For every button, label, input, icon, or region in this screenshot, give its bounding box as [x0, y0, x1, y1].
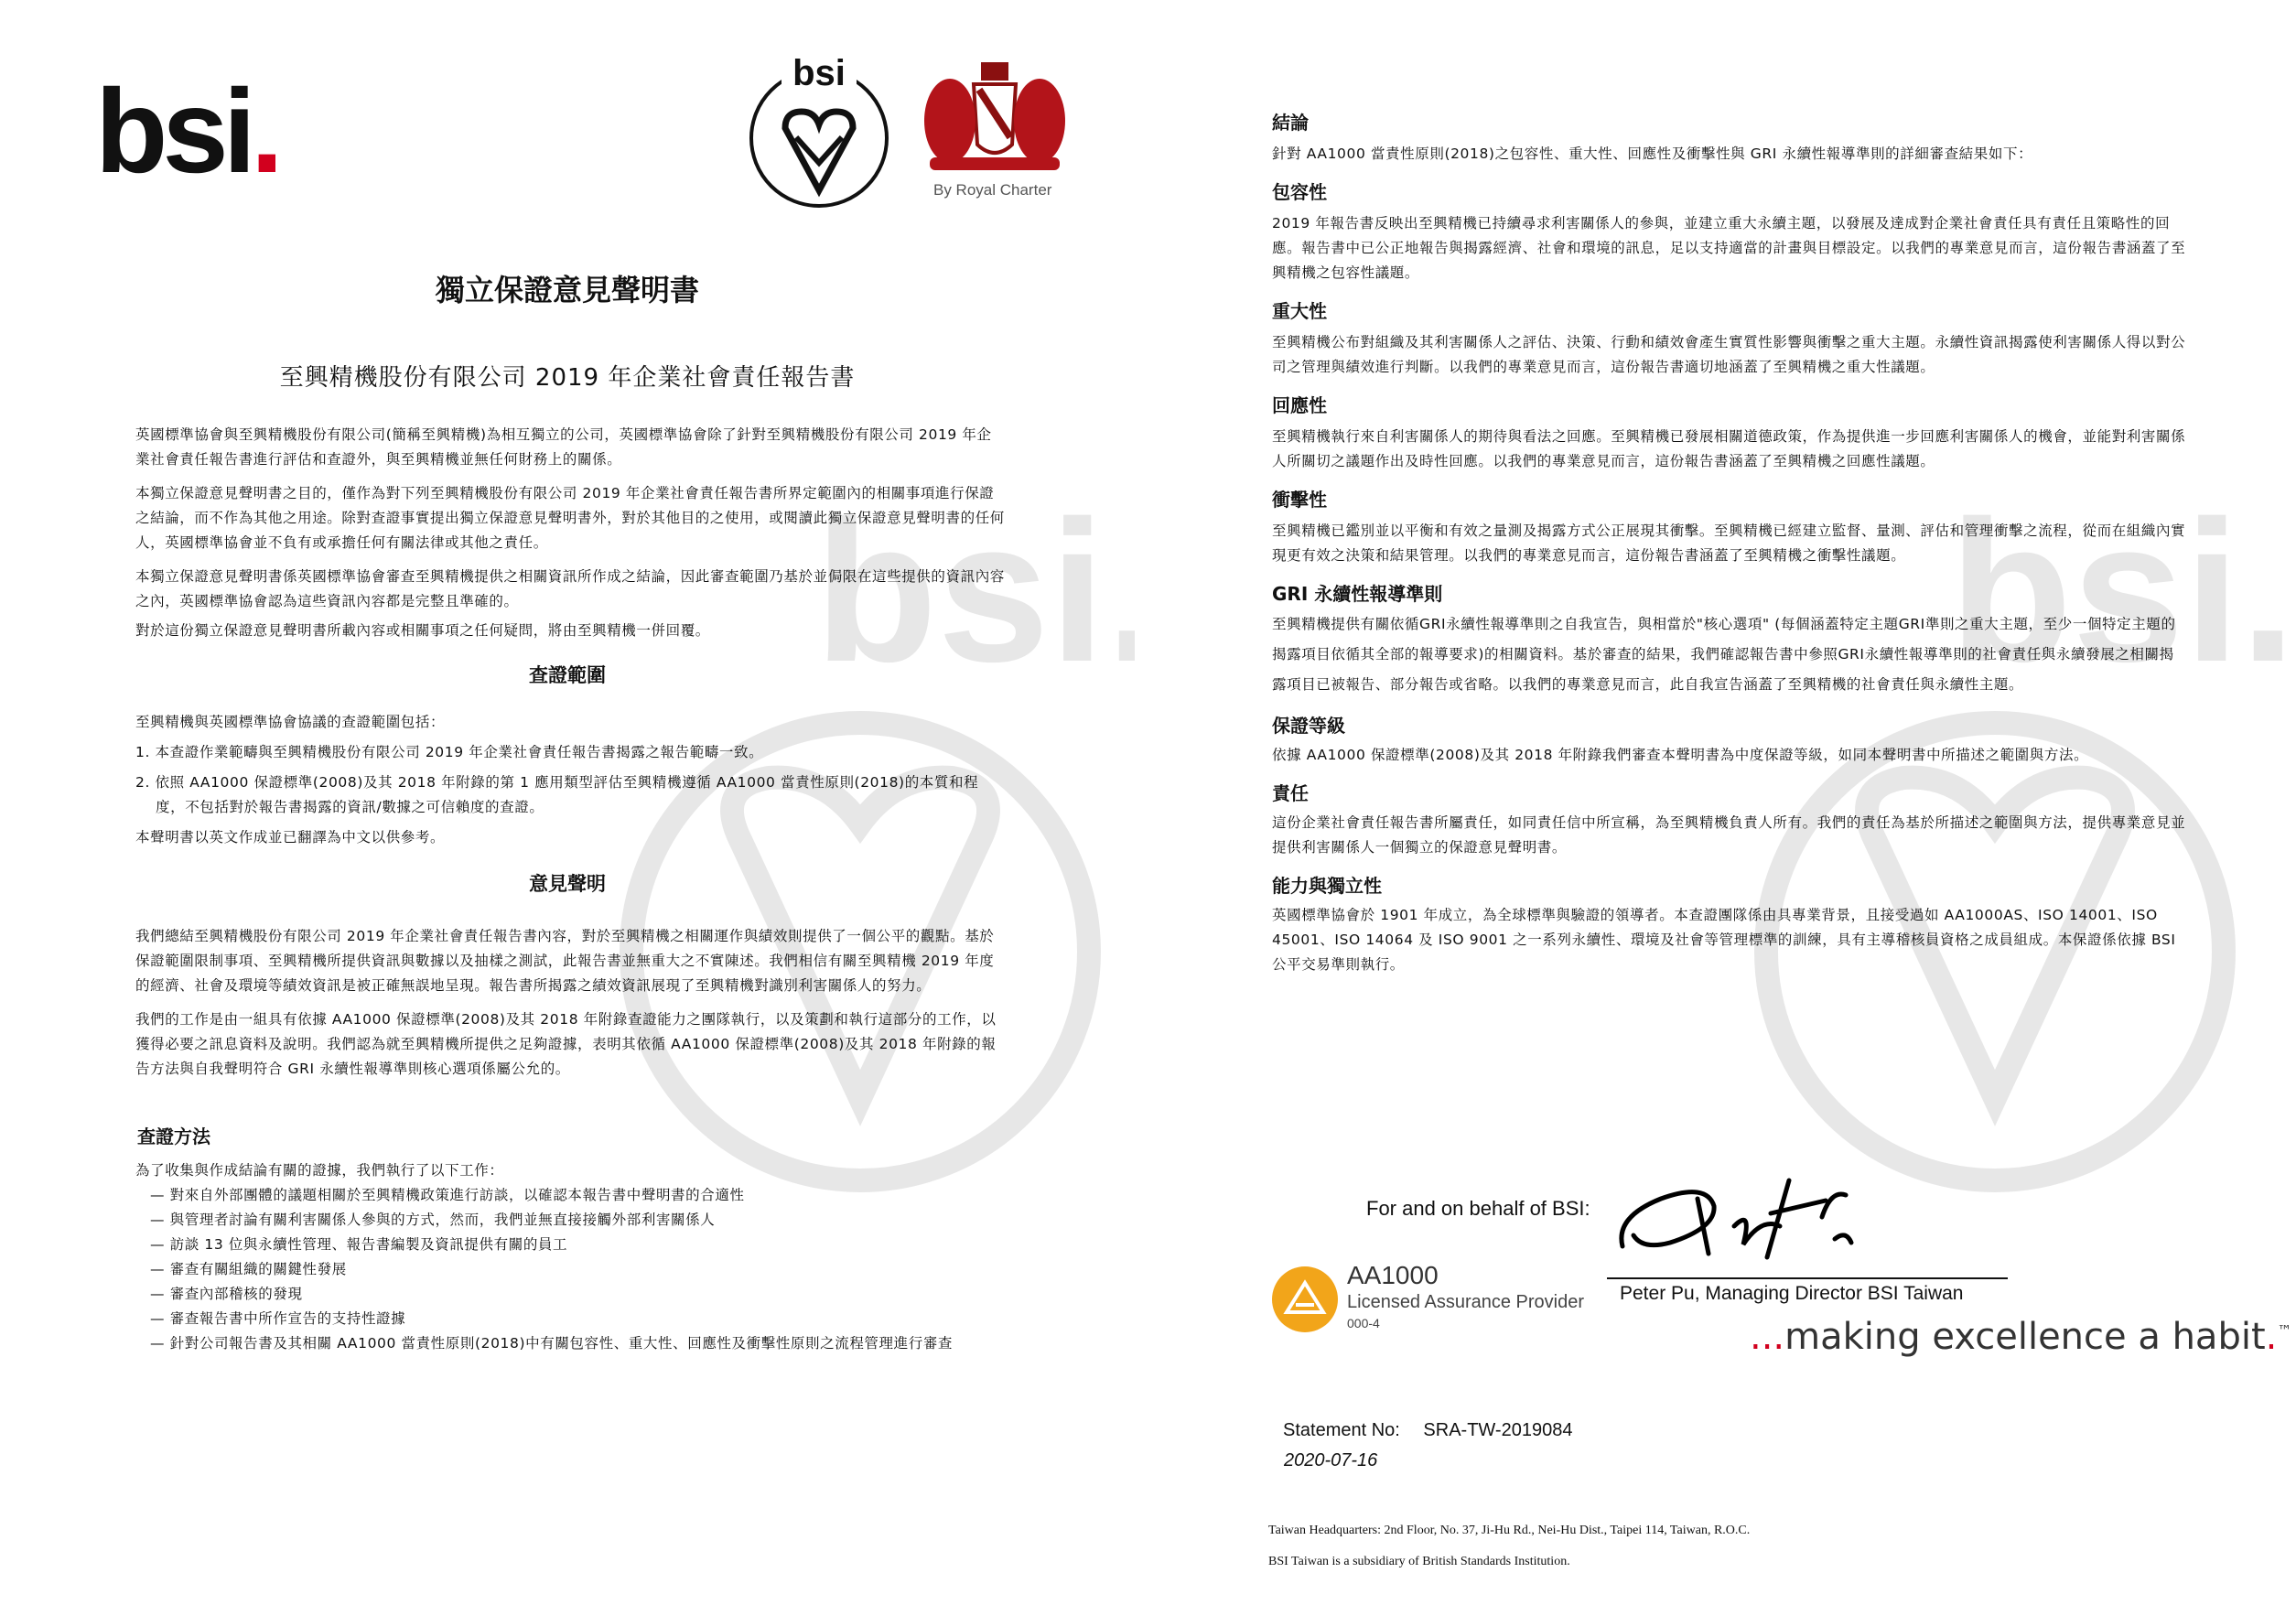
right-sections — [1272, 108, 2187, 977]
footer-address: Taiwan Headquarters: 2nd Floor, No. 37, Ji-Hu Rd., Nei-Hu Dist., Taipei 114, Taiwan, R.O.C. — [1268, 1524, 1751, 1537]
scope-list — [135, 740, 1005, 820]
method-item: — 審查報告書中所作宣告的支持性證據 — [135, 1307, 1005, 1331]
statement-info — [1283, 1420, 1572, 1441]
scope-intro: 至興精機與英國標準協會協議的查證範圍包括： — [135, 714, 446, 730]
footer-subsidiary: BSI Taiwan is a subsidiary of British Standards Institution. — [1268, 1555, 1570, 1568]
bsi-logo — [95, 64, 278, 198]
section-text: 2019 年報告書反映出至興精機已持續尋求利害關係人的參與，並建立重大永續主題，以發展及達成對企業社會責任具有責任且策略性的回應。報告書中已公正地報告與揭露經濟、社會和環境的訊息，足以支持適當的計畫與目標設定。以我們的專業意見而言，這份報告書涵蓋了至興精機之包容性議題。 — [1272, 215, 2186, 281]
aa1000-badge — [1270, 1261, 1700, 1334]
section-impact — [1272, 485, 2187, 568]
scope-note: 本聲明書以英文作成並已翻譯為中文以供參考。 — [135, 829, 446, 846]
kitemark-logo — [749, 53, 889, 209]
slogan-text: making excellence a habit — [1784, 1316, 2266, 1358]
section-responsibility — [1272, 779, 2187, 860]
section-heading: 衝擊性 — [1272, 489, 1327, 511]
section-text: 這份企業社會責任報告書所屬責任，如同責任信中所宣稱，為至興精機負責人所有。我們的責任為基於所描述之範圍與方法，提供專業意見並提供利害關係人一個獨立的保證意見聲明書。 — [1272, 814, 2186, 856]
opinion-section — [135, 924, 1005, 1082]
section-conclusion — [1272, 108, 2187, 167]
method-list — [135, 1183, 1005, 1356]
section-gri — [1272, 579, 2187, 700]
method-item: — 與管理者討論有關利害關係人參與的方式，然而，我們並無直接接觸外部利害關係人 — [135, 1208, 1005, 1233]
method-heading: 查證方法 — [137, 1126, 210, 1147]
method-section — [135, 1158, 1005, 1356]
section-text: 至興精機提供有關依循GRI永續性報導準則之自我宣告，與相當於"核心選項" (每個涵蓋特定主題GRI準則之重大主題，至少一個特定主題的揭露項目依循其全部的報導要求)的相關資料。基於審查的結果，我們確認報告書中參照GRI永續性報導準則的社會責任與永續發展之相關揭露項目已被報告、部分報告或省略。以我們的專業意見而言，此自我宣告涵蓋了至興精機的社會責任與永續性主題。 — [1272, 616, 2176, 693]
intro-paragraph: 本獨立保證意見聲明書係英國標準協會審查至興精機提供之相關資訊所作成之結論，因此審查範圍乃基於並侷限在這些提供的資訊內容之內，英國標準協會認為這些資訊內容都是完整且準確的。 — [135, 568, 1005, 609]
intro-paragraph: 本獨立保證意見聲明書之目的，僅作為對下列至興精機股份有限公司 2019 年企業社會責任報告書所界定範圍內的相關事項進行保證之結論，而不作為其他之用途。除對查證事實提出獨立保證意見聲明書外，對於其他目的之使用，或閱讀此獨立保證意見聲明書的任何人，英國標準協會並不負有或承擔任何有關法律或其他之責任。 — [135, 485, 1005, 551]
section-materiality — [1272, 296, 2187, 380]
slogan-dots: ... — [1750, 1316, 1785, 1358]
slogan — [1750, 1316, 2291, 1358]
trademark: ™ — [2277, 1321, 2292, 1340]
method-item: — 訪談 13 位與永續性管理、報告書編製及資訊提供有關的員工 — [135, 1233, 1005, 1257]
signer-name: Peter Pu, Managing Director BSI Taiwan — [1620, 1283, 1964, 1304]
signature-icon — [1606, 1162, 1926, 1272]
section-heading: 回應性 — [1272, 394, 1327, 416]
aa1000-icon — [1270, 1265, 1340, 1334]
royal-charter-text: By Royal Charter — [933, 181, 1052, 199]
section-heading: 結論 — [1272, 112, 1309, 134]
signature — [1606, 1162, 1926, 1272]
aa1000-subtitle: Licensed Assurance Provider — [1347, 1292, 1585, 1312]
scope-section — [135, 710, 1005, 850]
section-inclusivity — [1272, 178, 2187, 285]
aa1000-code: 000-4 — [1347, 1316, 1380, 1330]
method-item: — 審查內部稽核的發現 — [135, 1282, 1005, 1307]
scope-heading: 查證範圍 — [529, 664, 606, 686]
page-title: 獨立保證意見聲明書 — [435, 273, 699, 307]
method-item: — 針對公司報告書及其相關 AA1000 當責性原則(2018)中有關包容性、重大性、回應性及衝擊性原則之流程管理進行審查 — [135, 1331, 1005, 1356]
report-subtitle: 至興精機股份有限公司 2019 年企業社會責任報告書 — [279, 364, 856, 392]
statement-label: Statement No: — [1283, 1420, 1400, 1440]
slogan-end: . — [2265, 1316, 2278, 1358]
scope-item: 2. 依照 AA1000 保證標準(2008)及其 2018 年附錄的第 1 應用類型評估至興精機遵循 AA1000 當責性原則(2018)的本質和程度，不包括對於報告書揭露的資訊/數據之可信賴度的查證。 — [135, 774, 979, 815]
method-intro: 為了收集與作成結論有關的證據，我們執行了以下工作： — [135, 1162, 504, 1179]
section-text: 至興精機執行來自利害關係人的期待與看法之回應。至興精機已發展相關道德政策，作為提供進一步回應利害關係人的機會，並能對利害關係人所關切之議題作出及時性回應。以我們的專業意見而言，這份報告書涵蓋了至興精機之回應性議題。 — [1272, 428, 2186, 469]
royal-charter-crest — [917, 57, 1073, 203]
watermark-text-left: bsi. — [814, 479, 1161, 704]
aa1000-title: AA1000 — [1347, 1261, 1439, 1289]
section-responsiveness — [1272, 391, 2187, 474]
section-heading: 重大性 — [1272, 300, 1327, 322]
intro-paragraph: 對於這份獨立保證意見聲明書所載內容或相關事項之任何疑問，將由至興精機一併回覆。 — [135, 622, 710, 639]
section-heading: 包容性 — [1272, 181, 1327, 203]
opinion-paragraph: 我們總結至興精機股份有限公司 2019 年企業社會責任報告書內容，對於至興精機之相關運作與績效則提供了一個公平的觀點。基於保證範圍限制事項、至興精機所提供資訊與數據以及抽樣之測試，此報告書並無重大之不實陳述。我們相信有關至興精機 2019 年度的經濟、社會及環境等績效資訊是被正確無誤地呈現。報告書所揭露之績效資訊展現了至興精機對識別利害關係人的努力。 — [135, 928, 995, 994]
statement-date: 2020-07-16 — [1284, 1450, 1378, 1470]
opinion-heading: 意見聲明 — [529, 873, 606, 895]
section-text: 至興精機公布對組織及其利害關係人之評估、決策、行動和績效會產生實質性影響與衝擊之重大主題。永續性資訊揭露使利害關係人得以對公司之管理與績效進行判斷。以我們的專業意見而言，這份報告書適切地涵蓋了至興精機之重大性議題。 — [1272, 334, 2186, 375]
bsi-logo-text: bsi — [95, 64, 251, 198]
statement-number: SRA-TW-2019084 — [1423, 1420, 1573, 1440]
section-text: 至興精機已鑑別並以平衡和有效之量測及揭露方式公正展現其衝擊。至興精機已經建立監督、量測、評估和管理衝擊之流程，從而在組織內實現更有效之決策和結果管理。以我們的專業意見而言，這份報告書涵蓋了至興精機之衝擊性議題。 — [1272, 522, 2186, 564]
right-page — [1135, 0, 2296, 1605]
kitemark-text: bsi — [782, 53, 857, 94]
section-heading: 能力與獨立性 — [1272, 875, 1382, 897]
intro-section — [135, 423, 1005, 643]
on-behalf-label: For and on behalf of BSI: — [1366, 1197, 1590, 1220]
scope-item: 1. 本查證作業範疇與至興精機股份有限公司 2019 年企業社會責任報告書揭露之報告範疇一致。 — [135, 744, 764, 760]
opinion-paragraph: 我們的工作是由一組具有依據 AA1000 保證標準(2008)及其 2018 年附錄查證能力之團隊執行，以及策劃和執行這部分的工作，以獲得必要之訊息資料及說明。我們認為就至興精機所提供之足夠證據，表明其依循 AA1000 保證標準(2008)及其 2018 年附錄的報告方法與自我聲明符合 GRI 永續性報導準則核心選項係屬公允的。 — [135, 1011, 997, 1077]
section-heading: 責任 — [1272, 782, 1309, 804]
section-text: 針對 AA1000 當責性原則(2018)之包容性、重大性、回應性及衝擊性與 GRI 永續性報導準則的詳細審查結果如下： — [1272, 145, 2033, 162]
section-competence — [1272, 871, 2187, 977]
method-item: — 審查有關組織的關鍵性發展 — [135, 1257, 1005, 1282]
section-heading: GRI 永續性報導準則 — [1272, 583, 1443, 605]
section-heading: 保證等級 — [1272, 715, 1345, 737]
watermark-text-right: bsi. — [1949, 479, 2296, 704]
royal-crest-icon — [917, 57, 1073, 176]
bsi-logo-dot: . — [250, 64, 278, 198]
section-text: 依據 AA1000 保證標準(2008)及其 2018 年附錄我們審查本聲明書為中度保證等級，如同本聲明書中所描述之範圍與方法。 — [1272, 747, 2089, 763]
section-text: 英國標準協會於 1901 年成立，為全球標準與驗證的領導者。本查證團隊係由具專業背景，且接受過如 AA1000AS、ISO 14001、ISO 45001、ISO 14064 及 ISO 9001 之一系列永續性、環境及社會等管理標準的訓練，具有主導稽核員資格之成員組成。本保證係依據 BSI 公平交易準則執行。 — [1272, 907, 2176, 973]
section-assurance-level — [1272, 711, 2187, 768]
method-item: — 對來自外部團體的議題相關於至興精機政策進行訪談，以確認本報告書中聲明書的合適性 — [135, 1183, 1005, 1208]
intro-paragraph: 英國標準協會與至興精機股份有限公司(簡稱至興精機)為相互獨立的公司，英國標準協會除了針對至興精機股份有限公司 2019 年企業社會責任報告書進行評估和查證外，與至興精機並無任何財務上的關係。 — [135, 426, 992, 468]
